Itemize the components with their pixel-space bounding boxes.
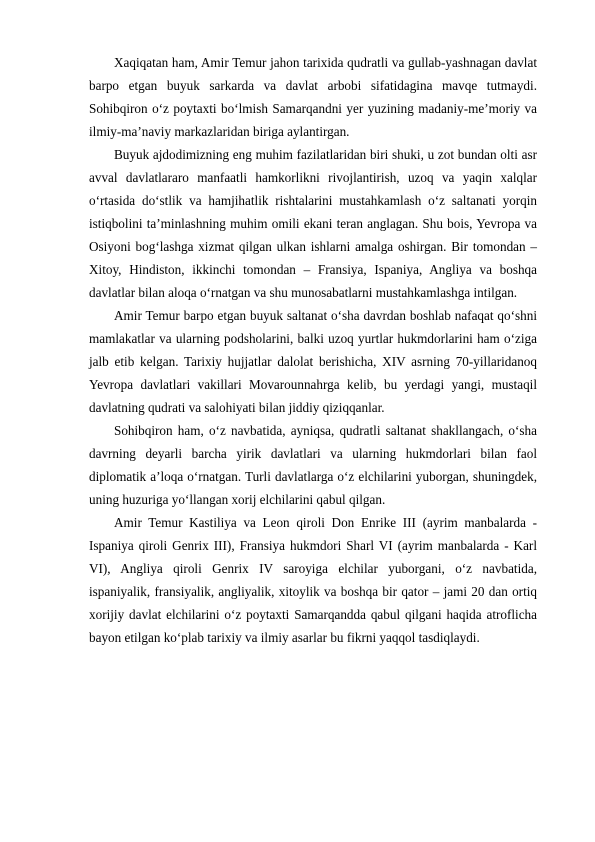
paragraph: Sohibqiron ham, o‘z navbatida, ayniqsa, qudratli saltanat shakllangach, o‘sha davrning deyarli barcha yirik davlatlari va ularning hukmdorlari bilan faol diplomatik a’loqa o‘rnatgan. Turli davlatlarga o‘z elchilarini yuborgan, shuningdek, uning huzuriga yo‘llangan xorij elchilarini qabul qilgan. <box>89 423 537 507</box>
document-page <box>89 51 537 649</box>
paragraph: Xaqiqatan ham, Amir Temur jahon tarixida qudratli va gullab-yashnagan davlat barpo etgan buyuk sarkarda va davlat arbobi sifatidagina mavqe tutmaydi. Sohibqiron o‘z poytaxti bo‘lmish Samarqandni yer yuzining madaniy-me’moriy va ilmiy-ma’naviy markazlaridan biriga aylantirgan. <box>89 55 537 139</box>
paragraph: Amir Temur barpo etgan buyuk saltanat o‘sha davrdan boshlab nafaqat qo‘shni mamlakatlar va ularning podsholarini, balki uzoq yurtlar hukmdorlarini ham o‘ziga jalb etib kelgan. Tarixiy hujjatlar dalolat berishicha, XIV asrning 70-yillaridanoq Yevropa davlatlari vakillari Movarounnahrga kelib, bu yerdagi yangi, mustaqil davlatning qudrati va salohiyati bilan jiddiy qiziqqanlar. <box>89 308 537 415</box>
paragraph: Buyuk ajdodimizning eng muhim fazilatlaridan biri shuki, u zot bundan olti asr avval davlatlararo manfaatli hamkorlikni rivojlantirish, uzoq va yaqin xalqlar o‘rtasida do‘stlik va hamjihatlik rishtalarini mustahkamlash o‘z saltanati yorqin istiqbolini ta’minlashning muhim omili ekani teran anglagan. Shu bois, Yevropa va Osiyoni bog‘lashga xizmat qilgan ulkan ishlarni amalga oshirgan. Bir tomondan – Xitoy, Hindiston, ikkinchi tomondan – Fransiya, Ispaniya, Angliya va boshqa davlatlar bilan aloqa o‘rnatgan va shu munosabatlarni mustahkamlashga intilgan. <box>89 147 537 300</box>
paragraph: Amir Temur Kastiliya va Leon qiroli Don Enrike III (ayrim manbalarda - Ispaniya qiroli Genrix III), Fransiya hukmdori Sharl VI (ayrim manbalarda - Karl VI), Angliya qiroli Genrix IV saroyiga elchilar yuborgani, o‘z navbatida, ispaniyalik, fransiyalik, angliyalik, xitoylik va boshqa bir qator – jami 20 dan ortiq xorijiy davlat elchilarini o‘z poytaxti Samarqandda qabul qilgani haqida atroflicha bayon etilgan ko‘plab tarixiy va ilmiy asarlar bu fikrni yaqqol tasdiqlaydi. <box>89 515 537 645</box>
